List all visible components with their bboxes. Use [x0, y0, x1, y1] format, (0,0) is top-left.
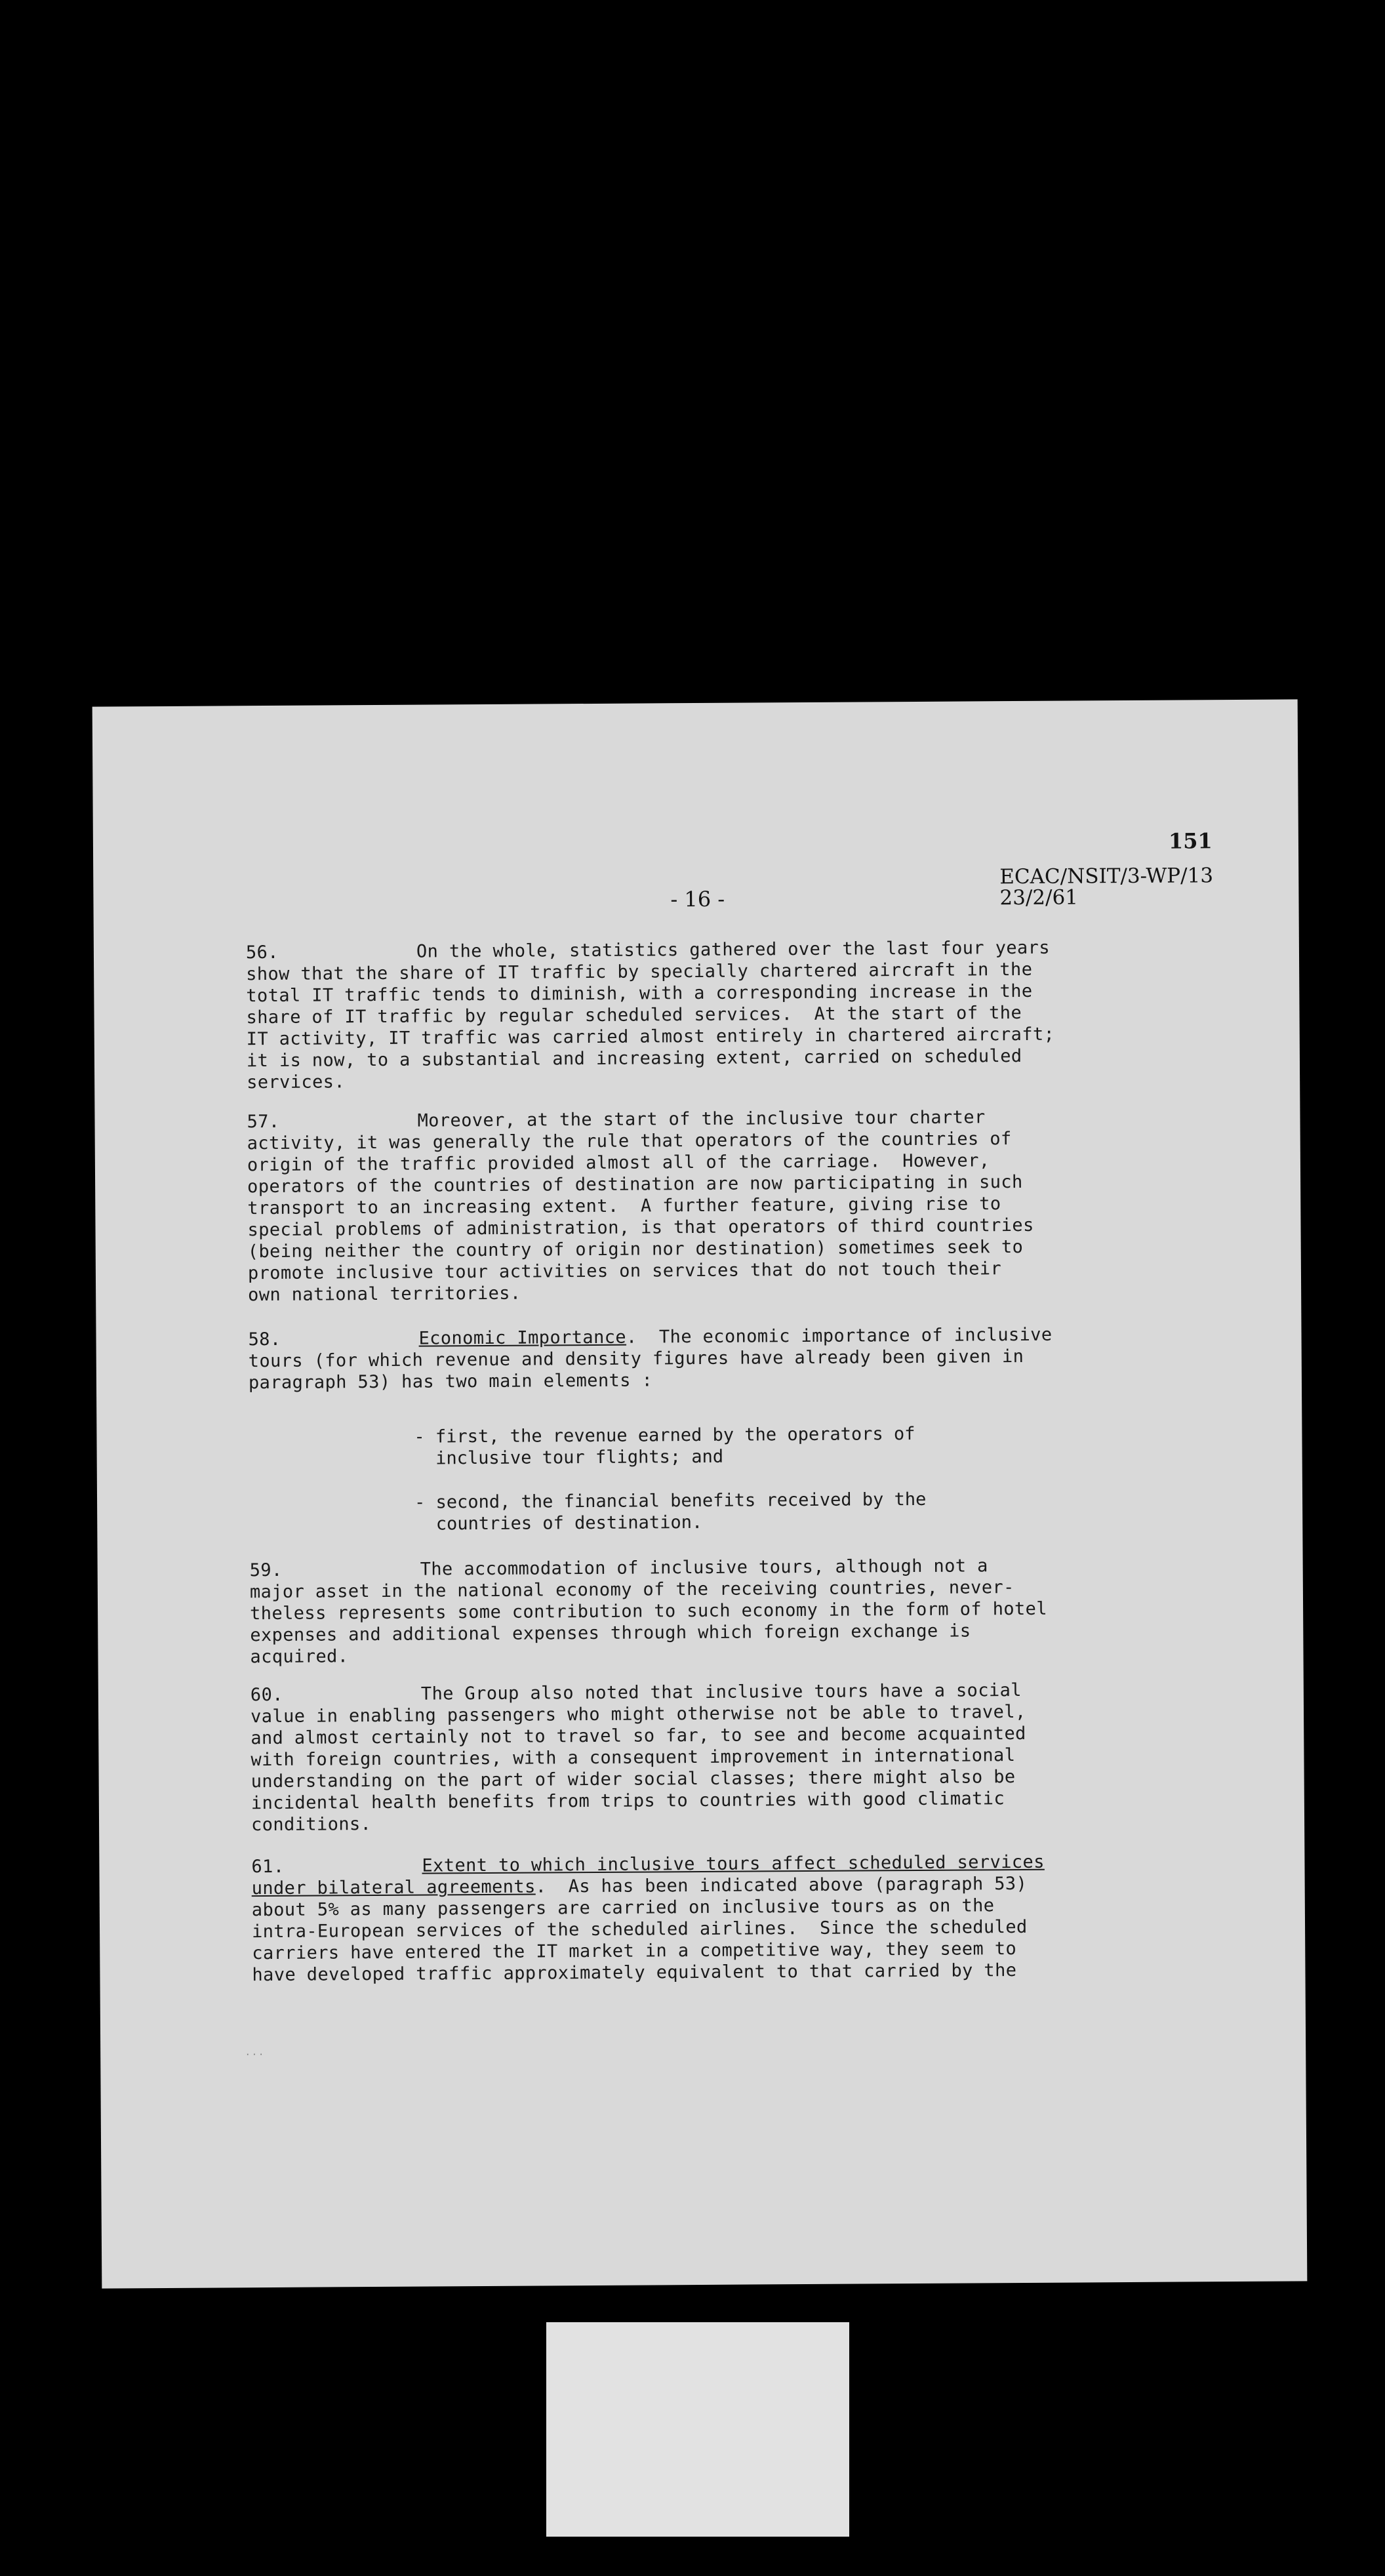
reference-date: 23/2/61: [999, 885, 1079, 910]
paragraph-line: value in enabling passengers who might otherwise not be able to travel,: [250, 1701, 1026, 1727]
paragraph-line: with foreign countries, with a consequent improvement in international: [251, 1745, 1016, 1771]
paragraph-58: [248, 1323, 1180, 1394]
paragraph-line: origin of the traffic provided almost all of the carriage. However,: [247, 1150, 990, 1176]
paragraph-line: theless represents some contribution to such economy in the form of hotel: [250, 1598, 1048, 1624]
document-page: [92, 699, 1308, 2288]
paragraph-line: acquired.: [250, 1646, 349, 1668]
paragraph-line: understanding on the part of wider social classes; there might also be: [251, 1767, 1016, 1792]
bullet-item: [414, 1489, 927, 1535]
section-heading: under bilateral agreements: [251, 1876, 536, 1899]
paragraph-line: intra-European services of the scheduled airlines. Since the scheduled: [251, 1916, 1028, 1942]
paragraph-line: operators of the countries of destination are now participating in such: [247, 1171, 1023, 1197]
bullet-item: [414, 1423, 915, 1470]
paragraph-line: The accommodation of inclusive tours, although not a: [420, 1556, 988, 1580]
paragraph-line: total IT traffic tends to diminish, with a corresponding increase in the: [246, 980, 1033, 1007]
paragraph-line: about 5% as many passengers are carried on inclusive tours as on the: [251, 1895, 995, 1921]
paragraph-number: 56.: [245, 942, 279, 963]
paragraph-line: On the whole, statistics gathered over the last four years: [416, 937, 1051, 962]
page-number: 151: [1168, 828, 1213, 854]
paragraph-line: have developed traffic approximately equivalent to that carried by the: [252, 1960, 1017, 1986]
paragraph-line: incidental health benefits from trips to countries with good climatic: [251, 1788, 1005, 1814]
paragraph-line: conditions.: [251, 1814, 372, 1836]
section-heading: Extent to which inclusive tours affect scheduled services: [422, 1851, 1045, 1876]
paragraph-number: 57.: [247, 1111, 280, 1133]
bullet-line: countries of destination.: [414, 1512, 703, 1535]
paragraph-line: transport to an increasing extent. A further feature, giving rise to: [247, 1194, 1001, 1219]
bullet-line: - second, the financial benefits received by the: [414, 1489, 927, 1513]
paragraph-line: share of IT traffic by regular scheduled services. At the start of the: [246, 1002, 1022, 1028]
paragraph-number: 58.: [248, 1329, 281, 1350]
blank-card: [546, 2322, 849, 2537]
paragraph-61: [251, 1851, 1183, 1986]
paragraph-line: major asset in the national economy of the receiving countries, never-: [249, 1577, 1014, 1603]
paragraph-line: expenses and additional expenses through which foreign exchange is: [250, 1620, 971, 1646]
paragraph-line: special problems of administration, is that operators of third countries: [247, 1215, 1034, 1241]
paragraph-line: tours (for which revenue and density figures have already been given in: [248, 1346, 1024, 1372]
paragraph-line: The Group also noted that inclusive tours have a social: [420, 1680, 1022, 1704]
paragraph-line: (being neither the country of origin nor destination) sometimes seek to: [247, 1236, 1024, 1262]
bullet-line: - first, the revenue earned by the operators of: [414, 1423, 915, 1447]
paragraph-line: show that the share of IT traffic by specially chartered aircraft in the: [246, 959, 1033, 985]
paragraph-60: [251, 1679, 1182, 1836]
paragraph-line: . The economic importance of inclusive: [626, 1324, 1053, 1348]
document-reference: [999, 865, 1213, 908]
paragraph-line: IT activity, IT traffic was carried almost entirely in chartered aircraft;: [246, 1024, 1055, 1050]
scan-smudge: · · ·: [246, 2048, 263, 2061]
paragraph-line: . As has been indicated above (paragraph 53): [535, 1873, 1028, 1897]
paragraph-line: and almost certainly not to travel so far, to see and become acquainted: [251, 1723, 1026, 1749]
paragraph-line: promote inclusive tour activities on services that do not touch their: [247, 1258, 1002, 1284]
paragraph-number: 61.: [251, 1856, 285, 1878]
paragraph-line: activity, it was generally the rule that operators of the countries of: [247, 1129, 1012, 1154]
paragraph-line: carriers have entered the IT market in a competitive way, they seem to: [252, 1939, 1017, 1964]
paragraph-line: paragraph 53) has two main elements :: [248, 1370, 653, 1394]
bullet-line: inclusive tour flights; and: [414, 1446, 724, 1469]
paragraph-56: [246, 936, 1178, 1094]
paragraph-number: 59.: [249, 1560, 283, 1581]
reference-code: ECAC/NSIT/3-WP/13: [999, 864, 1214, 889]
paragraph-line: own national territories.: [248, 1283, 521, 1306]
paragraph-number: 60.: [250, 1684, 283, 1706]
paragraph-line: services.: [247, 1072, 346, 1093]
section-heading: Economic Importance: [418, 1327, 627, 1349]
paragraph-57: [247, 1106, 1179, 1306]
paragraph-line: Moreover, at the start of the inclusive tour charter: [417, 1107, 986, 1131]
paragraph-59: [250, 1554, 1182, 1668]
pagination-marker: - 16 -: [670, 886, 725, 912]
paragraph-line: it is now, to a substantial and increasing extent, carried on scheduled: [246, 1045, 1022, 1072]
